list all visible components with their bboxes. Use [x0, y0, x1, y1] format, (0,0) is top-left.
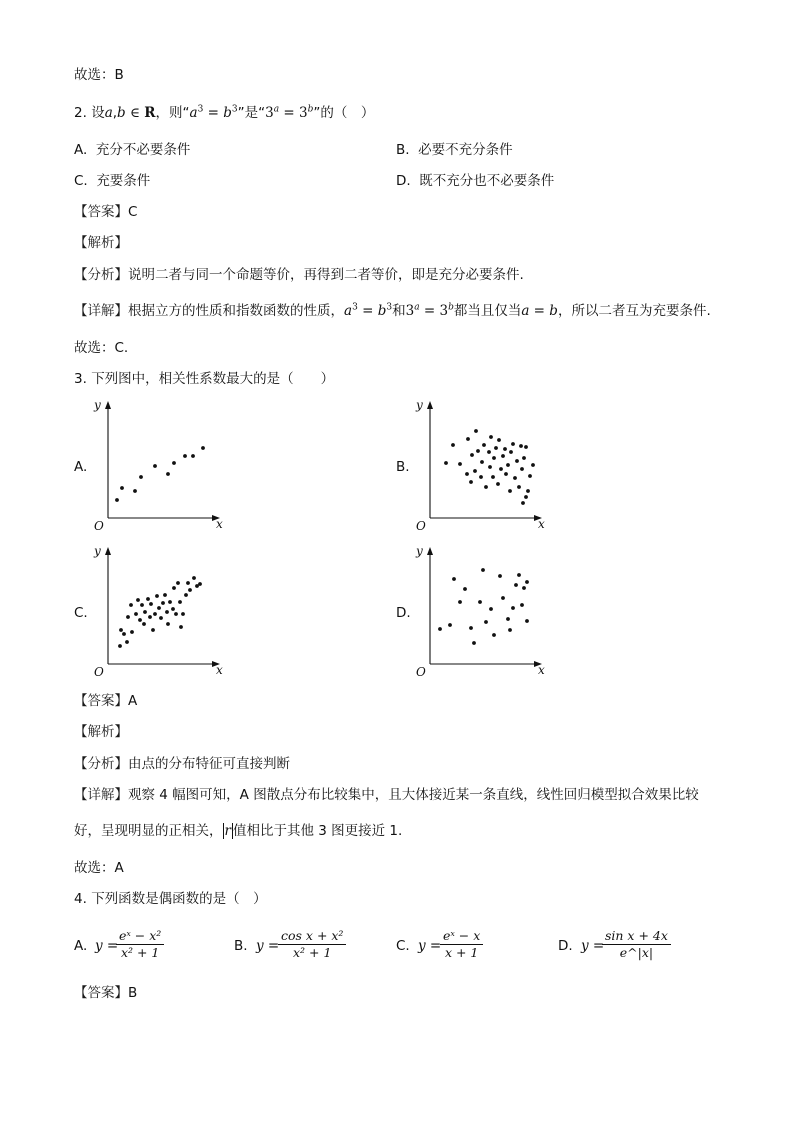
scatter-point: [480, 460, 484, 464]
scatter-point: [501, 596, 505, 600]
scatter-point: [474, 429, 478, 433]
scatter-point: [146, 597, 150, 601]
scatter-point: [515, 459, 519, 463]
scatter-point: [466, 437, 470, 441]
scatter-point: [172, 586, 176, 590]
scatter-point: [172, 461, 176, 465]
plot-label-c: C.: [74, 605, 88, 621]
scatter-plot-d: [412, 542, 552, 682]
scatter-point: [138, 618, 142, 622]
origin-label: O: [416, 519, 426, 533]
scatter-point: [497, 438, 501, 442]
scatter-point: [134, 612, 138, 616]
question-number: 2.: [74, 105, 87, 121]
scatter-point: [503, 447, 507, 451]
scatter-point: [508, 489, 512, 493]
scatter-point: [513, 476, 517, 480]
scatter-point: [140, 603, 144, 607]
q3-answer: 【答案】A: [74, 693, 138, 709]
scatter-point: [153, 464, 157, 468]
scatter-point: [484, 620, 488, 624]
scatter-point: [451, 443, 455, 447]
scatter-point: [159, 616, 163, 620]
scatter-point: [136, 598, 140, 602]
scatter-point: [520, 467, 524, 471]
q4-answer: 【答案】B: [74, 985, 138, 1001]
scatter-point: [126, 615, 130, 619]
q2-option-d: D. 既不充分也不必要条件: [396, 173, 555, 189]
scatter-point: [506, 463, 510, 467]
scatter-point: [469, 480, 473, 484]
conclusion-value: B: [114, 67, 124, 83]
scatter-point: [186, 581, 190, 585]
scatter-point: [122, 632, 126, 636]
x-axis-label: x: [538, 663, 545, 677]
scatter-point: [519, 444, 523, 448]
q4-option-a-fraction: $\frac{\text{eˣ − x²}}{\text{x² + 1}}$: [116, 928, 164, 961]
scatter-point: [444, 461, 448, 465]
scatter-point: [489, 435, 493, 439]
scatter-point: [521, 501, 525, 505]
y-axis-label: y: [94, 398, 101, 412]
origin-label: O: [416, 665, 426, 679]
q4-option-a-key: A.: [74, 938, 88, 954]
q4-option-b-fraction: $\frac{\text{cos x + x²}}{\text{x² + 1}}$: [278, 928, 346, 961]
q2-conclusion: 故选：C.: [74, 340, 129, 356]
origin-label: O: [94, 665, 104, 679]
q2-option-a: A. 充分不必要条件: [74, 142, 191, 158]
y-axis-arrow: [105, 547, 111, 555]
plot-label-d: D.: [396, 605, 411, 621]
scatter-point: [492, 456, 496, 460]
scatter-point: [155, 594, 159, 598]
scatter-point: [531, 463, 535, 467]
scatter-point: [458, 462, 462, 466]
scatter-point: [487, 450, 491, 454]
scatter-point: [165, 610, 169, 614]
scatter-point: [191, 454, 195, 458]
scatter-point: [178, 600, 182, 604]
q2-option-c: C. 充要条件: [74, 173, 151, 189]
prev-conclusion: [74, 66, 124, 84]
scatter-plot-b: [412, 396, 552, 536]
scatter-point: [452, 577, 456, 581]
scatter-point: [163, 593, 167, 597]
scatter-point: [488, 465, 492, 469]
scatter-point: [438, 627, 442, 631]
scatter-point: [143, 610, 147, 614]
scatter-point: [120, 486, 124, 490]
q3-xiangjie-line2: 好，呈现明显的正相关， r 值相比于其他 3 图更接近 1.: [74, 823, 403, 839]
scatter-point: [524, 445, 528, 449]
scatter-point: [129, 603, 133, 607]
scatter-plot-c: [90, 542, 230, 682]
scatter-point: [201, 446, 205, 450]
q4-option-b-lhs: y =: [256, 938, 280, 954]
y-axis-label: y: [416, 398, 423, 412]
scatter-point: [525, 580, 529, 584]
scatter-point: [198, 582, 202, 586]
scatter-point: [520, 603, 524, 607]
scatter-point: [142, 622, 146, 626]
scatter-point: [168, 600, 172, 604]
scatter-point: [465, 472, 469, 476]
q4-option-b-key: B.: [234, 938, 248, 954]
x-axis-label: x: [216, 663, 223, 677]
q2-fenxi: 【分析】说明二者与同一个命题等价，再得到二者等价，即是充分必要条件.: [74, 267, 524, 283]
abs-r: r: [224, 823, 231, 839]
scatter-point: [149, 602, 153, 606]
scatter-point: [153, 612, 157, 616]
scatter-point: [176, 581, 180, 585]
y-axis-label: y: [416, 544, 423, 558]
q2-analysis-heading: 【解析】: [74, 235, 128, 251]
scatter-point: [522, 586, 526, 590]
q2-answer: 【答案】C: [74, 204, 138, 220]
q3-xiangjie-line1: 【详解】观察 4 幅图可知，A 图散点分布比较集中，且大体接近某一条直线，线性回归模型拟合效果比较: [74, 787, 699, 803]
scatter-point: [479, 475, 483, 479]
scatter-point: [463, 587, 467, 591]
scatter-point: [481, 568, 485, 572]
q4-option-c-lhs: y =: [418, 938, 442, 954]
q2-option-b: B. 必要不充分条件: [396, 142, 513, 158]
q3-fenxi: 【分析】由点的分布特征可直接判断: [74, 756, 290, 772]
scatter-point: [517, 485, 521, 489]
scatter-point: [509, 450, 513, 454]
scatter-point: [188, 588, 192, 592]
y-axis-arrow: [105, 401, 111, 409]
scatter-point: [179, 625, 183, 629]
q3-conclusion: 故选：A: [74, 860, 124, 876]
scatter-plot-a: [90, 396, 230, 536]
scatter-point: [472, 641, 476, 645]
x-axis-label: x: [216, 517, 223, 531]
question-number: 4.: [74, 891, 87, 907]
scatter-point: [133, 489, 137, 493]
scatter-point: [492, 633, 496, 637]
y-axis-arrow: [427, 547, 433, 555]
scatter-point: [192, 576, 196, 580]
scatter-point: [125, 640, 129, 644]
scatter-point: [506, 617, 510, 621]
plot-label-b: B.: [396, 459, 410, 475]
scatter-point: [511, 442, 515, 446]
q3-stem: 3. 下列图中，相关性系数最大的是（ ）: [74, 371, 335, 387]
q4-option-a-lhs: y =: [95, 938, 119, 954]
scatter-point: [458, 600, 462, 604]
q4-option-d-fraction: $\frac{\text{sin x + 4x}}{e\^{}|x|}$: [602, 928, 671, 961]
scatter-point: [139, 475, 143, 479]
scatter-point: [498, 574, 502, 578]
question-number: 3.: [74, 371, 87, 387]
scatter-point: [473, 469, 477, 473]
scatter-point: [525, 619, 529, 623]
y-axis-label: y: [94, 544, 101, 558]
scatter-point: [171, 607, 175, 611]
scatter-point: [181, 612, 185, 616]
scatter-point: [522, 456, 526, 460]
scatter-point: [151, 628, 155, 632]
scatter-point: [148, 615, 152, 619]
q4-option-d-lhs: y =: [581, 938, 605, 954]
scatter-point: [478, 600, 482, 604]
scatter-point: [174, 612, 178, 616]
plot-label-a: A.: [74, 459, 88, 475]
scatter-point: [119, 628, 123, 632]
q4-option-c-key: C.: [396, 938, 410, 954]
q4-stem: 4. 下列函数是偶函数的是（ ）: [74, 891, 267, 907]
scatter-point: [166, 472, 170, 476]
origin-label: O: [94, 519, 104, 533]
x-axis-label: x: [538, 517, 545, 531]
scatter-point: [496, 482, 500, 486]
q2-stem: 2. 设a,b ∈ R，则“$a^3 = b^3$”是“$3^a = 3^b$”的（ ）: [74, 104, 375, 121]
q4-option-d-key: D.: [558, 938, 573, 954]
scatter-point: [184, 593, 188, 597]
scatter-point: [491, 475, 495, 479]
scatter-point: [499, 467, 503, 471]
scatter-point: [528, 474, 532, 478]
q4-option-c-fraction: $\frac{\text{eˣ − x}}{x + 1}$: [440, 928, 483, 961]
scatter-point: [482, 443, 486, 447]
q3-analysis-heading: 【解析】: [74, 724, 128, 740]
scatter-point: [501, 454, 505, 458]
y-axis-arrow: [427, 401, 433, 409]
scatter-point: [508, 628, 512, 632]
scatter-point: [526, 489, 530, 493]
q2-xiangjie: 【详解】根据立方的性质和指数函数的性质，$a^3 = b^3$和$3^a = 3^b$都当且仅当a = b，所以二者互为充要条件.: [74, 302, 711, 319]
scatter-point: [161, 601, 165, 605]
scatter-point: [115, 498, 119, 502]
scatter-point: [494, 446, 498, 450]
scatter-point: [470, 453, 474, 457]
scatter-point: [448, 623, 452, 627]
scatter-point: [476, 449, 480, 453]
scatter-point: [514, 583, 518, 587]
scatter-point: [517, 573, 521, 577]
scatter-point: [511, 606, 515, 610]
scatter-point: [484, 485, 488, 489]
scatter-point: [504, 472, 508, 476]
scatter-point: [469, 626, 473, 630]
scatter-point: [157, 606, 161, 610]
scatter-point: [130, 630, 134, 634]
conclusion-label: 故选：: [74, 67, 115, 83]
scatter-point: [183, 454, 187, 458]
scatter-point: [118, 644, 122, 648]
scatter-point: [524, 495, 528, 499]
scatter-point: [489, 607, 493, 611]
scatter-point: [166, 622, 170, 626]
